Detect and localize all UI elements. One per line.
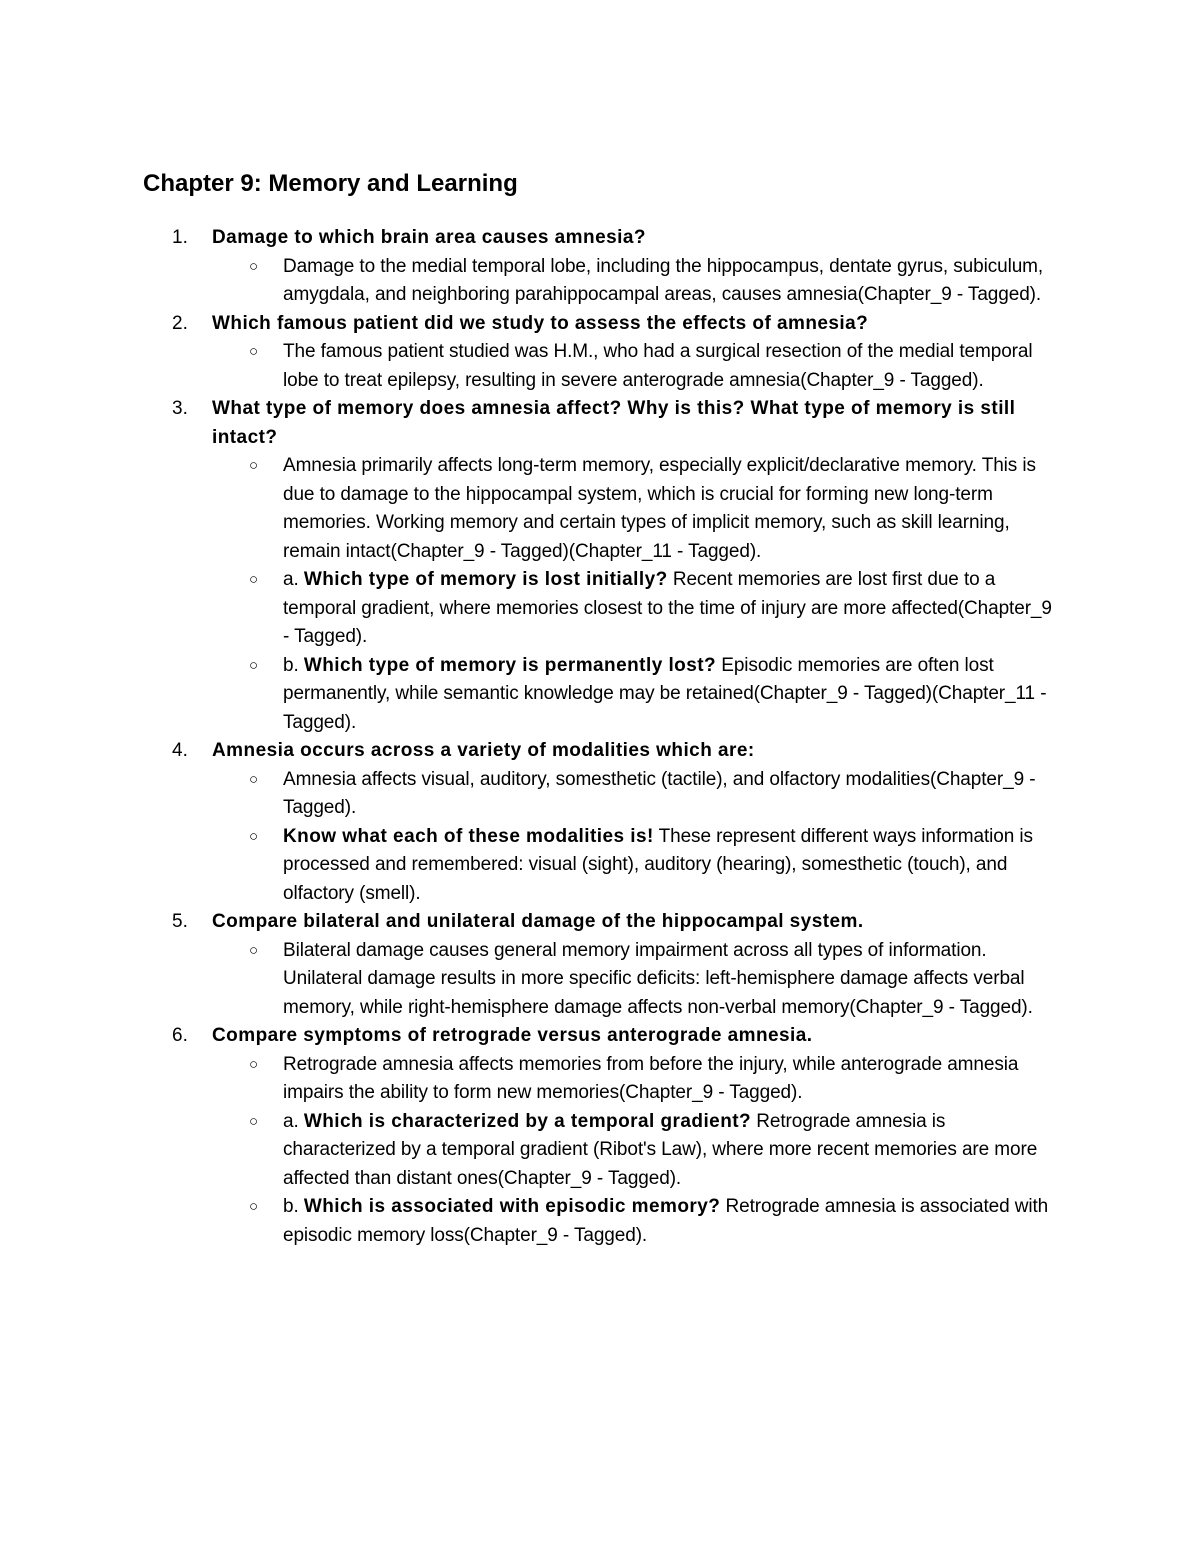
answer-bold-question: Which is characterized by a temporal gradient? <box>303 1110 752 1132</box>
answer-text <box>283 566 1063 652</box>
hollow-circle-bullet-icon: ○ <box>249 1055 259 1073</box>
answer-body: Bilateral damage causes general memory impairment across all types of information. Unilateral damage results in more specific deficits: left-hemisphere damage affects verbal memory, while right-hemisphere damage affects non-verbal memory(Chapter_9 - Tagged). <box>283 939 1033 1018</box>
answer-text <box>283 338 1063 395</box>
answer-text <box>283 1051 1063 1108</box>
answer-body: Damage to the medial temporal lobe, including the hippocampus, dentate gyrus, subiculum, amygdala, and neighboring parahippocampal areas, causes amnesia(Chapter_9 - Tagged). <box>283 255 1044 305</box>
hollow-circle-bullet-icon: ○ <box>249 343 259 360</box>
hollow-circle-bullet-icon: ○ <box>249 1198 259 1215</box>
answer-list <box>0 937 1200 1023</box>
question-text: Amnesia occurs across a variety of modalities which are: <box>212 740 755 761</box>
hollow-circle-bullet-icon: ○ <box>249 257 259 275</box>
question-item <box>0 737 1200 908</box>
question-number: 4. <box>172 740 188 761</box>
answer-body: Retrograde amnesia is associated with episodic memory loss(Chapter_9 - Tagged). <box>283 1196 1049 1246</box>
question-item <box>0 908 1200 1022</box>
question-text: What type of memory does amnesia affect? Why is this? What type of memory is still intact? <box>212 398 1016 448</box>
hollow-circle-bullet-icon: ○ <box>249 770 259 788</box>
hollow-circle-bullet-icon: ○ <box>249 571 259 588</box>
answer-item <box>0 253 1200 310</box>
answer-text <box>283 766 1063 823</box>
answer-text <box>283 937 1063 1023</box>
answer-text <box>283 652 1063 738</box>
answer-list <box>0 253 1200 310</box>
hollow-circle-bullet-icon: ○ <box>249 941 259 959</box>
answer-item <box>0 566 1200 652</box>
answer-body: The famous patient studied was H.M., who had a surgical resection of the medial temporal lobe to treat epilepsy, resulting in severe anterograde amnesia(Chapter_9 - Tagged). <box>283 341 1033 391</box>
answer-text <box>283 253 1063 310</box>
answer-bold-question: Which type of memory is permanently lost? <box>303 654 717 676</box>
page-title: Chapter 9: Memory and Learning <box>143 170 518 197</box>
answer-text <box>283 1108 1063 1194</box>
answer-item <box>0 338 1200 395</box>
answer-item <box>0 1108 1200 1194</box>
answer-bold-question: Know what each of these modalities is! <box>283 825 654 847</box>
answer-item <box>0 1051 1200 1108</box>
question-item <box>0 395 1200 737</box>
question-number: 1. <box>172 227 188 248</box>
hollow-circle-bullet-icon: ○ <box>249 1112 259 1130</box>
answer-prefix: a. <box>283 569 304 590</box>
answer-bold-question: Which is associated with episodic memory? <box>303 1196 721 1217</box>
answer-item <box>0 766 1200 823</box>
question-item <box>0 224 1200 310</box>
answer-item <box>0 452 1200 566</box>
question-number: 3. <box>172 398 188 419</box>
answer-text <box>283 823 1063 909</box>
answer-body: Retrograde amnesia affects memories from before the injury, while anterograde amnesia impairs the ability to form new memories(Chapter_9 - Tagged). <box>283 1053 1019 1103</box>
question-number: 5. <box>172 911 188 932</box>
answer-text <box>283 452 1063 566</box>
question-text: Compare bilateral and unilateral damage of the hippocampal system. <box>212 911 864 932</box>
hollow-circle-bullet-icon: ○ <box>249 457 259 474</box>
question-text: Damage to which brain area causes amnesia? <box>212 227 646 248</box>
answer-text <box>283 1193 1063 1250</box>
answer-body: Amnesia affects visual, auditory, somesthetic (tactile), and olfactory modalities(Chapter_9 - Tagged). <box>283 768 1036 818</box>
answer-prefix: a. <box>283 1110 304 1132</box>
answer-list <box>0 766 1200 909</box>
answer-bold-question: Which type of memory is lost initially? <box>303 569 668 590</box>
answer-item <box>0 1193 1200 1250</box>
question-item <box>0 1022 1200 1250</box>
question-number: 6. <box>172 1025 188 1046</box>
question-list <box>0 224 1200 1250</box>
answer-prefix: b. <box>283 1196 304 1217</box>
hollow-circle-bullet-icon: ○ <box>249 827 259 845</box>
question-item <box>0 310 1200 396</box>
answer-body: Recent memories are lost first due to a temporal gradient, where memories closest to the time of injury are more affected(Chapter_9 - Tagged). <box>283 569 1052 647</box>
question-number: 2. <box>172 312 188 334</box>
answer-list <box>0 338 1200 395</box>
answer-item <box>0 937 1200 1023</box>
question-text: Which famous patient did we study to assess the effects of amnesia? <box>212 312 869 334</box>
answer-prefix: b. <box>283 654 304 676</box>
answer-body: Episodic memories are often lost permanently, while semantic knowledge may be retained(Chapter_9 - Tagged)(Chapter_11 - Tagged). <box>283 654 1047 733</box>
answer-item <box>0 823 1200 909</box>
answer-body: Retrograde amnesia is characterized by a temporal gradient (Ribot's Law), where more recent memories are more affected than distant ones(Chapter_9 - Tagged). <box>283 1110 1038 1189</box>
hollow-circle-bullet-icon: ○ <box>249 656 259 674</box>
answer-item <box>0 652 1200 738</box>
answer-body: These represent different ways information is processed and remembered: visual (sight), auditory (hearing), somesthetic (touch), and olfactory (smell). <box>283 825 1033 904</box>
answer-list <box>0 452 1200 737</box>
answer-list <box>0 1051 1200 1251</box>
answer-body: Amnesia primarily affects long-term memory, especially explicit/declarative memory. This is due to damage to the hippocampal system, which is crucial for forming new long-term memories. Working memory and certain types of implicit memory, such as skill learning, remain intact(Chapter_9 - Tagged)(Chapter_11 - Tagged). <box>283 455 1036 562</box>
question-text: Compare symptoms of retrograde versus anterograde amnesia. <box>212 1025 813 1046</box>
